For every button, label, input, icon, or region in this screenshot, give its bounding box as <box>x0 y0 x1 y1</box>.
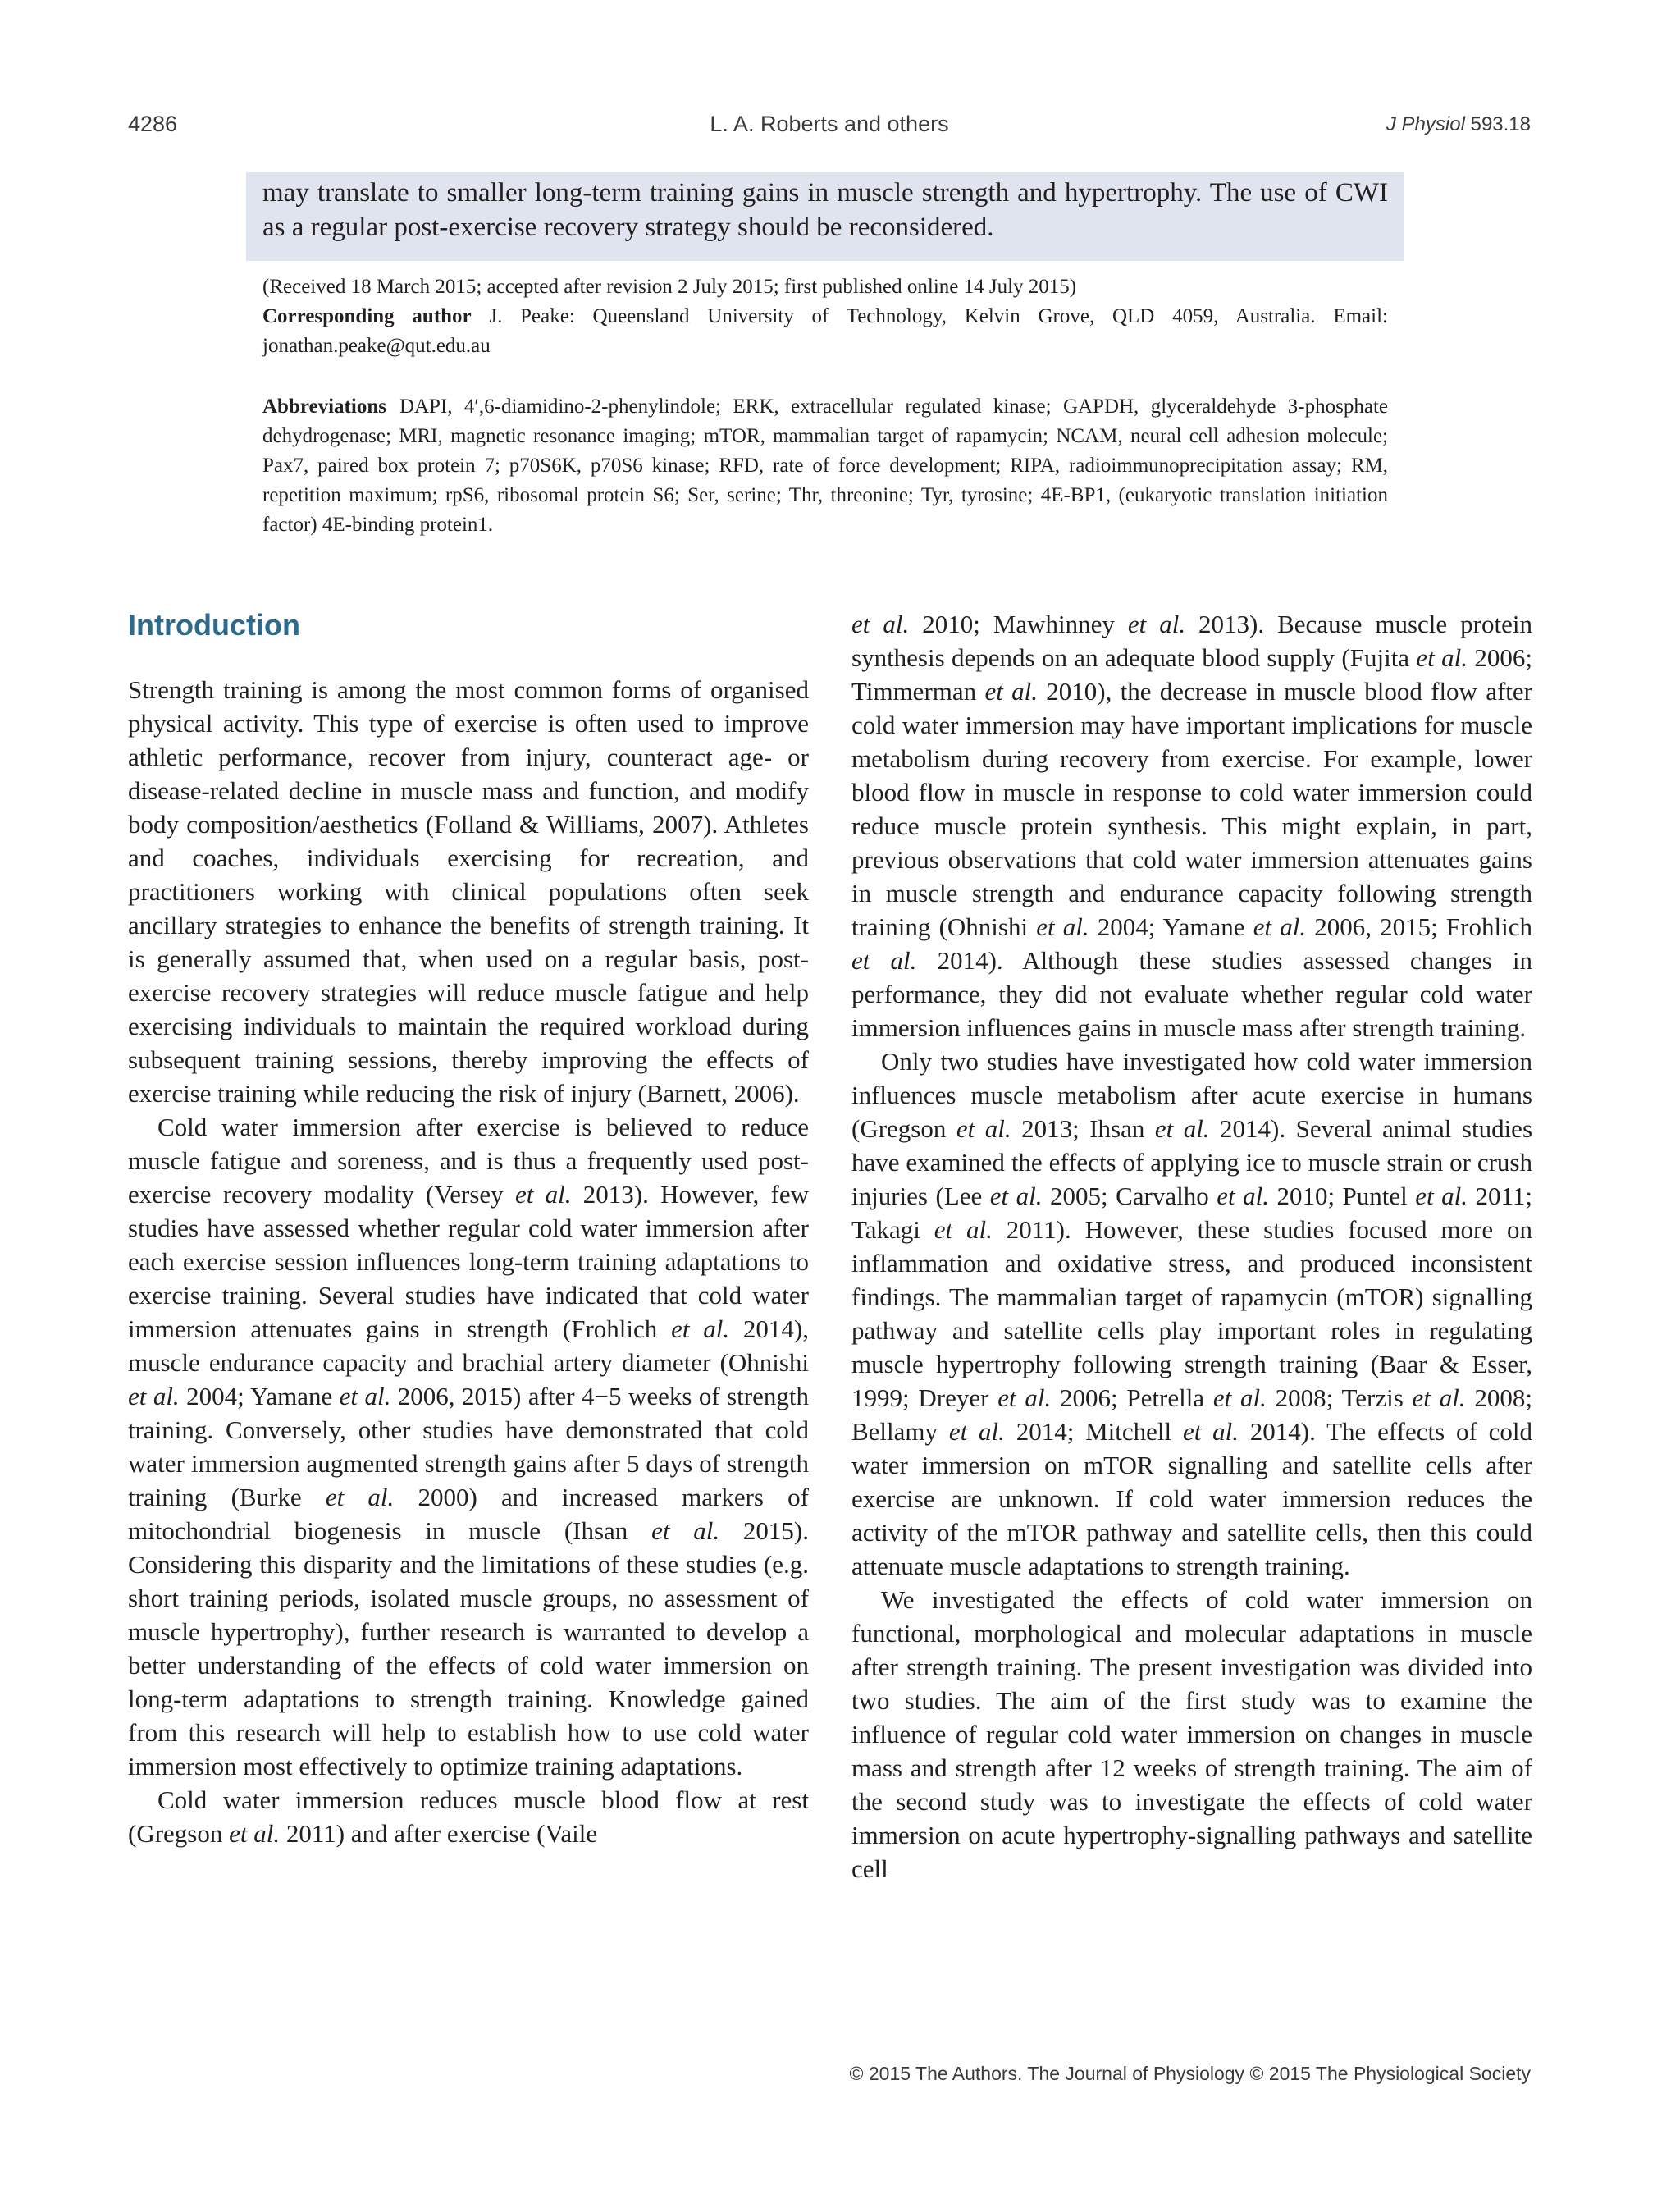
et-al-italic: et al. <box>851 610 910 638</box>
corresponding-text: J. Peake: Queensland University of Technology, Kelvin Grove, QLD 4059, Australia. Email: jonathan.peake@qut.edu.au <box>262 305 1388 357</box>
et-al-italic: et al. <box>1217 1182 1269 1210</box>
abbreviations-label: Abbreviations <box>262 395 386 418</box>
et-al-italic: et al. <box>1182 1417 1239 1446</box>
paragraph: Cold water immersion reduces muscle blood flow at rest (Gregson et al. 2011) and after exercise (Vaile <box>128 1785 809 1848</box>
et-al-italic: et al. <box>989 1182 1043 1210</box>
et-al-italic: et al. <box>1416 643 1468 672</box>
et-al-italic: et al. <box>851 946 917 975</box>
paragraph: et al. 2010; Mawhinney et al. 2013). Because muscle protein synthesis depends on an adequate blood supply (Fujita et al. 2006; Timmerman et al. 2010), the decrease in muscle blood flow after cold water immersion may have important implications for muscle metabolism during recovery from exercise. For example, lower blood flow in muscle in response to cold water immersion could reduce muscle protein synthesis. This might explain, in part, previous observations that cold water immersion attenuates gains in muscle strength and endurance capacity following strength training (Ohnishi et al. 2004; Yamane et al. 2006, 2015; Frohlich et al. 2014). Although these studies assessed changes in performance, they did not evaluate whether regular cold water immersion influences gains in muscle mass after strength training. <box>851 610 1533 1042</box>
running-head: L. A. Roberts and others <box>710 112 949 136</box>
et-al-italic: et al. <box>934 1215 993 1244</box>
et-al-italic: et al. <box>948 1417 1005 1446</box>
et-al-italic: et al. <box>339 1382 391 1410</box>
et-al-italic: et al. <box>1253 912 1307 941</box>
et-al-italic: et al. <box>671 1314 730 1343</box>
paragraph: Strength training is among the most common forms of organised physical activity. This type of exercise is often used to improve athletic performance, recover from injury, counteract age- or disease-related decline in muscle mass and function, and modify body composition/aesthetics (Folland & Williams, 2007). Athletes and coaches, individuals exercising for recreation, and practitioners working with clinical populations often seek ancillary strategies to enhance the benefits of strength training. It is generally assumed that, when used on a regular basis, post-exercise recovery strategies will reduce muscle fatigue and help exercising individuals to maintain the required workload during subsequent training sessions, thereby improving the effects of exercise training while reducing the risk of injury (Barnett, 2006). <box>128 675 809 1108</box>
et-al-italic: et al. <box>984 677 1038 706</box>
page-number: 4286 <box>128 112 178 136</box>
left-column <box>128 607 809 1850</box>
et-al-italic: et al. <box>1154 1114 1210 1143</box>
et-al-italic: et al. <box>325 1483 395 1511</box>
et-al-italic: et al. <box>998 1383 1052 1412</box>
et-al-italic: et al. <box>1036 912 1089 941</box>
right-column <box>851 607 1532 1886</box>
et-al-italic: et al. <box>1127 610 1186 638</box>
abbreviations-text: DAPI, 4′,6-diamidino-2-phenylindole; ERK, extracellular regulated kinase; GAPDH, glyceraldehyde 3-phosphate dehydrogenase; MRI, magnetic resonance imaging; mTOR, mammalian target of rapamycin; NCAM, neural cell adhesion molecule; Pax7, paired box protein 7; p70S6K, p70S6 kinase; RFD, rate of force development; RIPA, radioimmunoprecipitation assay; RM, repetition maximum; rpS6, ribosomal protein S6; Ser, serine; Thr, threonine; Tyr, tyrosine; 4E-BP1, (eukaryotic translation initiation factor) 4E-binding protein1. <box>262 395 1388 536</box>
et-al-italic: et al. <box>229 1819 281 1848</box>
received-dates: (Received 18 March 2015; accepted after revision 2 July 2015; first published online 14 July 2015) <box>262 276 1077 298</box>
article-meta <box>262 272 1388 361</box>
journal-volume: 593.18 <box>1470 113 1531 135</box>
paragraph: Cold water immersion after exercise is believed to reduce muscle fatigue and soreness, and is thus a frequently used post-exercise recovery modality (Versey et al. 2013). However, few studies have assessed whether regular cold water immersion after each exercise session influences long-term training adaptations to exercise training. Several studies have indicated that cold water immersion attenuates gains in strength (Frohlich et al. 2014), muscle endurance capacity and brachial artery diameter (Ohnishi et al. 2004; Yamane et al. 2006, 2015) after 4−5 weeks of strength training. Conversely, other studies have demonstrated that cold water immersion augmented strength gains after 5 days of strength training (Burke et al. 2000) and increased markers of mitochondrial biogenesis in muscle (Ihsan et al. 2015). Considering this disparity and the limitations of these studies (e.g. short training periods, isolated muscle groups, no assessment of muscle hypertrophy), further research is warranted to develop a better understanding of the effects of cold water immersion on long-term adaptations to strength training. Knowledge gained from this research will help to establish how to use cold water immersion most effectively to optimize training adaptations. <box>128 1113 809 1781</box>
section-heading-introduction: Introduction <box>128 608 300 642</box>
journal-citation <box>1386 113 1531 136</box>
journal-name: J Physiol <box>1386 113 1465 135</box>
et-al-italic: et al. <box>651 1516 720 1545</box>
et-al-italic: et al. <box>956 1114 1011 1143</box>
key-points-summary: may translate to smaller long-term training gains in muscle strength and hypertrophy. The use of CWI as a regular post-exercise recovery strategy should be reconsidered. <box>246 172 1404 261</box>
et-al-italic: et al. <box>1212 1383 1267 1412</box>
page-header <box>128 107 1531 148</box>
copyright-footer: © 2015 The Authors. The Journal of Physiology © 2015 The Physiological Society <box>849 2063 1531 2084</box>
et-al-italic: et al. <box>1415 1182 1468 1210</box>
et-al-italic: et al. <box>128 1382 180 1410</box>
et-al-italic: et al. <box>514 1180 572 1209</box>
corresponding-author <box>262 302 1388 361</box>
abbreviations <box>262 392 1388 540</box>
paragraph: Only two studies have investigated how cold water immersion influences muscle metabolism after acute exercise in humans (Gregson et al. 2013; Ihsan et al. 2014). Several animal studies have examined the effects of applying ice to muscle strain or crush injuries (Lee et al. 2005; Carvalho et al. 2010; Puntel et al. 2011; Takagi et al. 2011). However, these studies focused more on inflammation and oxidative stress, and produced inconsistent findings. The mammalian target of rapamycin (mTOR) signalling pathway and satellite cells play important roles in regulating muscle hypertrophy following strength training (Baar & Esser, 1999; Dreyer et al. 2006; Petrella et al. 2008; Terzis et al. 2008; Bellamy et al. 2014; Mitchell et al. 2014). The effects of cold water immersion on mTOR signalling and satellite cells after exercise are unknown. If cold water immersion reduces the activity of the mTOR pathway and satellite cells, then this could attenuate muscle adaptations to strength training. <box>851 1047 1533 1580</box>
et-al-italic: et al. <box>1412 1383 1466 1412</box>
corresponding-label: Corresponding author <box>262 305 472 327</box>
paragraph: We investigated the effects of cold water immersion on functional, morphological and molecular adaptations in muscle after strength training. The present investigation was divided into two studies. The aim of the first study was to examine the influence of regular cold water immersion on changes in muscle mass and strength after 12 weeks of strength training. The aim of the second study was to investigate the effects of cold water immersion on acute hypertrophy-signalling pathways and satellite cell <box>851 1585 1532 1883</box>
